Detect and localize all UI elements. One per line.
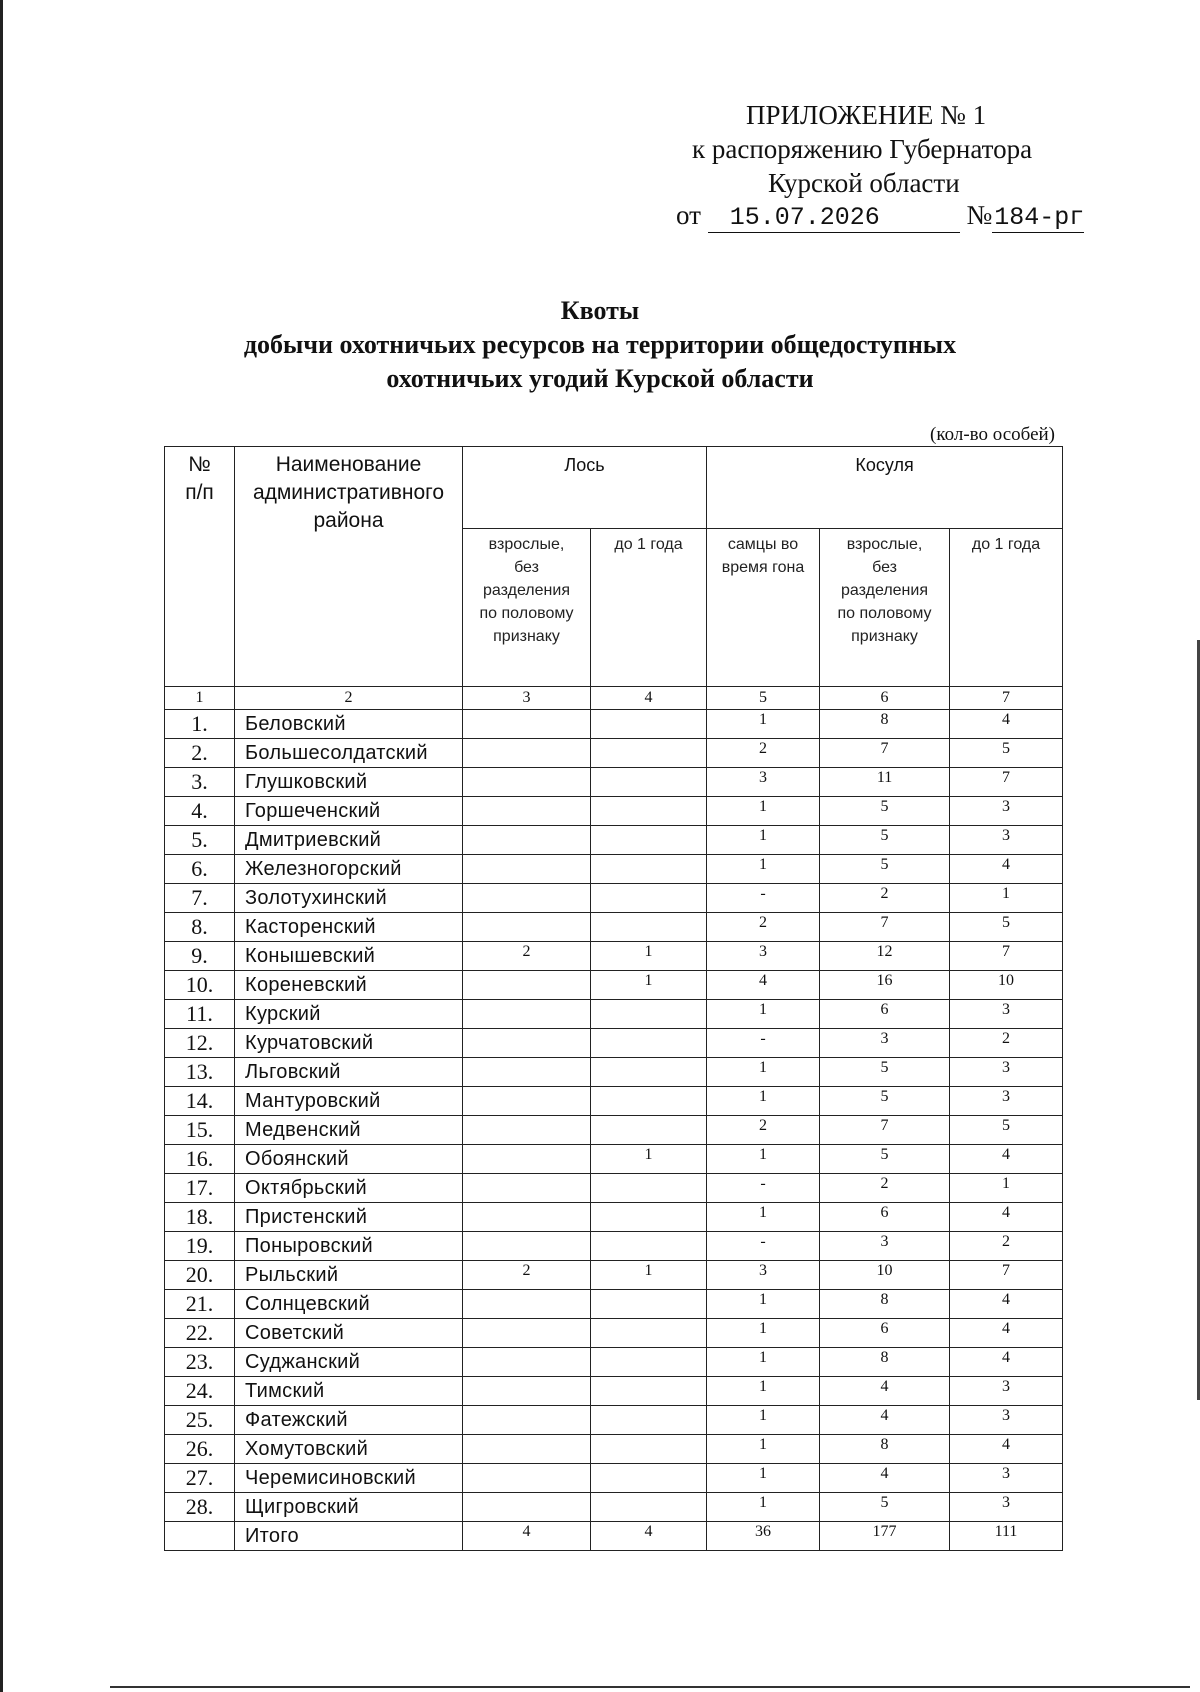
- cell-roe-adult: 7: [820, 1116, 950, 1145]
- cell-roe-adult: 10: [820, 1261, 950, 1290]
- cell-roe-adult: 8: [820, 1348, 950, 1377]
- cell-roe-adult: 6: [820, 1000, 950, 1029]
- cell-district-name: Рыльский: [235, 1261, 463, 1290]
- column-number-row: [165, 687, 1063, 710]
- appendix-title: ПРИЛОЖЕНИЕ № 1: [746, 100, 987, 130]
- cell-moose-adult: 4: [463, 1522, 591, 1551]
- cell-roe-males: 3: [707, 768, 820, 797]
- cell-moose-young: [591, 1435, 707, 1464]
- header-moose-adult: взрослые, без разделения по половому признаку: [463, 529, 591, 687]
- order-number: 184-рг: [994, 203, 1085, 232]
- cell-roe-males: 1: [707, 1000, 820, 1029]
- cell-roe-adult: 2: [820, 884, 950, 913]
- table-row: [165, 1261, 1063, 1290]
- cell-roe-young: 4: [950, 1348, 1063, 1377]
- cell-row-number: 7.: [165, 884, 235, 913]
- cell-moose-young: [591, 855, 707, 884]
- table-row: [165, 1029, 1063, 1058]
- cell-roe-adult: 2: [820, 1174, 950, 1203]
- cell-roe-adult: 177: [820, 1522, 950, 1551]
- cell-moose-adult: [463, 826, 591, 855]
- cell-district-name: Курчатовский: [235, 1029, 463, 1058]
- table-row: [165, 913, 1063, 942]
- cell-moose-adult: [463, 797, 591, 826]
- cell-row-number: 26.: [165, 1435, 235, 1464]
- table-row: [165, 971, 1063, 1000]
- table-row: [165, 1348, 1063, 1377]
- scan-edge-left: [0, 0, 3, 1692]
- cell-roe-males: -: [707, 1232, 820, 1261]
- cell-roe-males: 1: [707, 1087, 820, 1116]
- cell-roe-adult: 4: [820, 1377, 950, 1406]
- cell-roe-males: -: [707, 884, 820, 913]
- header-roe-young: до 1 года: [950, 529, 1063, 687]
- cell-district-name: Черемисиновский: [235, 1464, 463, 1493]
- column-number: 3: [463, 687, 591, 710]
- cell-moose-adult: [463, 1029, 591, 1058]
- cell-roe-adult: 5: [820, 1493, 950, 1522]
- date-prefix: от: [676, 200, 701, 230]
- cell-roe-males: 1: [707, 1435, 820, 1464]
- header-row-main: [165, 447, 1063, 529]
- cell-moose-young: [591, 1116, 707, 1145]
- cell-row-number: 5.: [165, 826, 235, 855]
- cell-district-name: Глушковский: [235, 768, 463, 797]
- doc-title: Квоты: [560, 296, 640, 325]
- cell-roe-adult: 8: [820, 710, 950, 739]
- cell-moose-adult: [463, 1290, 591, 1319]
- cell-roe-adult: 4: [820, 1406, 950, 1435]
- cell-moose-young: 4: [591, 1522, 707, 1551]
- cell-moose-young: [591, 1058, 707, 1087]
- cell-roe-males: 1: [707, 1058, 820, 1087]
- cell-roe-young: 5: [950, 1116, 1063, 1145]
- cell-roe-males: 1: [707, 1406, 820, 1435]
- cell-district-name: Поныровский: [235, 1232, 463, 1261]
- cell-moose-young: [591, 797, 707, 826]
- cell-roe-young: 5: [950, 913, 1063, 942]
- table-row: [165, 1290, 1063, 1319]
- table-row: [165, 768, 1063, 797]
- table-row: [165, 1435, 1063, 1464]
- cell-roe-males: 1: [707, 797, 820, 826]
- cell-moose-adult: [463, 710, 591, 739]
- table-row: [165, 1000, 1063, 1029]
- table-row: [165, 942, 1063, 971]
- cell-moose-adult: [463, 1464, 591, 1493]
- cell-district-name: Щигровский: [235, 1493, 463, 1522]
- cell-moose-adult: [463, 1058, 591, 1087]
- cell-moose-young: [591, 1232, 707, 1261]
- cell-moose-young: 1: [591, 1261, 707, 1290]
- cell-roe-young: 7: [950, 768, 1063, 797]
- cell-row-number: 21.: [165, 1290, 235, 1319]
- cell-district-name: Мантуровский: [235, 1087, 463, 1116]
- column-number: 2: [235, 687, 463, 710]
- cell-roe-young: 4: [950, 1290, 1063, 1319]
- cell-moose-young: [591, 913, 707, 942]
- cell-district-name: Курский: [235, 1000, 463, 1029]
- scan-edge-bottom: [110, 1686, 1190, 1688]
- cell-row-number: 2.: [165, 739, 235, 768]
- cell-moose-young: [591, 1493, 707, 1522]
- table-row: [165, 1087, 1063, 1116]
- cell-row-number: 27.: [165, 1464, 235, 1493]
- cell-moose-adult: [463, 1232, 591, 1261]
- cell-roe-young: 4: [950, 855, 1063, 884]
- cell-row-number: 22.: [165, 1319, 235, 1348]
- cell-roe-males: 2: [707, 913, 820, 942]
- cell-moose-young: [591, 1203, 707, 1232]
- cell-moose-adult: [463, 1377, 591, 1406]
- cell-moose-adult: [463, 1203, 591, 1232]
- column-number: 4: [591, 687, 707, 710]
- cell-district-name: Солнцевский: [235, 1290, 463, 1319]
- cell-roe-adult: 11: [820, 768, 950, 797]
- cell-district-name: Золотухинский: [235, 884, 463, 913]
- table-row: [165, 884, 1063, 913]
- cell-total-label: Итого: [235, 1522, 463, 1551]
- cell-roe-young: 3: [950, 1000, 1063, 1029]
- cell-district-name: Советский: [235, 1319, 463, 1348]
- cell-district-name: Беловский: [235, 710, 463, 739]
- cell-roe-young: 3: [950, 1406, 1063, 1435]
- header-roe-adult: взрослые, без разделения по половому признаку: [820, 529, 950, 687]
- table-row: [165, 855, 1063, 884]
- cell-roe-young: 4: [950, 710, 1063, 739]
- cell-roe-males: 1: [707, 1203, 820, 1232]
- header-roe-deer: Косуля: [707, 447, 1063, 529]
- cell-roe-young: 3: [950, 1493, 1063, 1522]
- table-row: [165, 1493, 1063, 1522]
- cell-moose-adult: [463, 739, 591, 768]
- cell-row-number: 24.: [165, 1377, 235, 1406]
- table-row: [165, 739, 1063, 768]
- cell-moose-adult: [463, 1116, 591, 1145]
- cell-moose-adult: [463, 1435, 591, 1464]
- cell-roe-adult: 4: [820, 1464, 950, 1493]
- cell-moose-young: [591, 1464, 707, 1493]
- cell-moose-adult: [463, 913, 591, 942]
- cell-roe-young: 2: [950, 1029, 1063, 1058]
- cell-row-number: 16.: [165, 1145, 235, 1174]
- cell-row-number: 6.: [165, 855, 235, 884]
- cell-moose-adult: [463, 971, 591, 1000]
- cell-district-name: Пристенский: [235, 1203, 463, 1232]
- cell-moose-adult: [463, 1174, 591, 1203]
- cell-roe-males: 1: [707, 1145, 820, 1174]
- cell-district-name: Тимский: [235, 1377, 463, 1406]
- table-row: [165, 1377, 1063, 1406]
- cell-moose-young: [591, 1319, 707, 1348]
- cell-district-name: Горшеченский: [235, 797, 463, 826]
- cell-moose-young: [591, 739, 707, 768]
- cell-district-name: Суджанский: [235, 1348, 463, 1377]
- header-moose: Лось: [463, 447, 707, 529]
- cell-roe-young: 3: [950, 826, 1063, 855]
- cell-moose-adult: [463, 855, 591, 884]
- cell-roe-adult: 12: [820, 942, 950, 971]
- cell-roe-males: 1: [707, 855, 820, 884]
- cell-moose-adult: [463, 1348, 591, 1377]
- cell-district-name: Конышевский: [235, 942, 463, 971]
- cell-district-name: Большесолдатский: [235, 739, 463, 768]
- table-row: [165, 797, 1063, 826]
- cell-district-name: Кореневский: [235, 971, 463, 1000]
- table-body: [165, 710, 1063, 1551]
- table-row: [165, 1406, 1063, 1435]
- cell-moose-adult: [463, 768, 591, 797]
- quota-table: [164, 446, 1063, 1551]
- cell-row-number: 17.: [165, 1174, 235, 1203]
- cell-district-name: Октябрьский: [235, 1174, 463, 1203]
- cell-row-number: 13.: [165, 1058, 235, 1087]
- cell-moose-adult: [463, 1145, 591, 1174]
- cell-moose-young: [591, 884, 707, 913]
- cell-roe-young: 3: [950, 1464, 1063, 1493]
- cell-moose-young: [591, 1348, 707, 1377]
- cell-roe-adult: 5: [820, 855, 950, 884]
- cell-row-number: 25.: [165, 1406, 235, 1435]
- cell-row-number: 19.: [165, 1232, 235, 1261]
- number-prefix: №: [966, 200, 993, 230]
- cell-roe-males: 36: [707, 1522, 820, 1551]
- cell-roe-males: 1: [707, 1348, 820, 1377]
- table-row: [165, 1058, 1063, 1087]
- cell-moose-adult: [463, 1493, 591, 1522]
- table-row: [165, 1145, 1063, 1174]
- cell-row-number: 11.: [165, 1000, 235, 1029]
- cell-roe-adult: 6: [820, 1319, 950, 1348]
- cell-row-number: 3.: [165, 768, 235, 797]
- cell-moose-young: [591, 1174, 707, 1203]
- cell-roe-males: 3: [707, 942, 820, 971]
- cell-roe-young: 111: [950, 1522, 1063, 1551]
- table-row: [165, 1319, 1063, 1348]
- cell-roe-young: 10: [950, 971, 1063, 1000]
- cell-moose-young: [591, 1087, 707, 1116]
- header-moose-young: до 1 года: [591, 529, 707, 687]
- cell-roe-young: 4: [950, 1319, 1063, 1348]
- cell-roe-adult: 16: [820, 971, 950, 1000]
- cell-moose-young: [591, 710, 707, 739]
- cell-district-name: Фатежский: [235, 1406, 463, 1435]
- doc-subtitle-line2: охотничьих угодий Курской области: [386, 364, 814, 393]
- cell-row-number: 15.: [165, 1116, 235, 1145]
- cell-roe-young: 7: [950, 942, 1063, 971]
- cell-roe-males: 1: [707, 1493, 820, 1522]
- cell-row-number: 9.: [165, 942, 235, 971]
- cell-roe-adult: 5: [820, 797, 950, 826]
- cell-row-number: 1.: [165, 710, 235, 739]
- cell-roe-young: 2: [950, 1232, 1063, 1261]
- cell-roe-young: 4: [950, 1435, 1063, 1464]
- cell-roe-adult: 7: [820, 739, 950, 768]
- column-number: 1: [165, 687, 235, 710]
- cell-moose-young: [591, 826, 707, 855]
- table-row: [165, 1174, 1063, 1203]
- cell-roe-young: 3: [950, 1087, 1063, 1116]
- column-number: 6: [820, 687, 950, 710]
- order-date: 15.07.2026: [708, 203, 960, 233]
- table-total-row: [165, 1522, 1063, 1551]
- cell-moose-young: [591, 768, 707, 797]
- cell-row-number: 12.: [165, 1029, 235, 1058]
- cell-moose-young: [591, 1406, 707, 1435]
- cell-moose-young: 1: [591, 1145, 707, 1174]
- cell-roe-adult: 8: [820, 1435, 950, 1464]
- cell-roe-males: 1: [707, 826, 820, 855]
- cell-roe-males: -: [707, 1029, 820, 1058]
- cell-moose-young: [591, 1000, 707, 1029]
- cell-roe-males: 1: [707, 710, 820, 739]
- table-row: [165, 1232, 1063, 1261]
- cell-moose-young: 1: [591, 971, 707, 1000]
- cell-row-number: 20.: [165, 1261, 235, 1290]
- cell-roe-young: 1: [950, 884, 1063, 913]
- header-roe-males: самцы во время гона: [707, 529, 820, 687]
- cell-roe-males: 1: [707, 1319, 820, 1348]
- cell-roe-adult: 7: [820, 913, 950, 942]
- cell-roe-young: 4: [950, 1203, 1063, 1232]
- appendix-region-line: Курской области: [768, 168, 960, 198]
- cell-row-number: 18.: [165, 1203, 235, 1232]
- cell-district-name: Железногорский: [235, 855, 463, 884]
- cell-roe-males: 1: [707, 1290, 820, 1319]
- cell-moose-adult: [463, 884, 591, 913]
- appendix-order-line: к распоряжению Губернатора: [692, 134, 1033, 164]
- units-note: (кол-во особей): [930, 424, 1055, 445]
- cell-moose-young: [591, 1377, 707, 1406]
- cell-district-name: Дмитриевский: [235, 826, 463, 855]
- header-no: № п/п: [165, 447, 235, 687]
- cell-district-name: Льговский: [235, 1058, 463, 1087]
- table-row: [165, 710, 1063, 739]
- cell-moose-adult: [463, 1406, 591, 1435]
- cell-row-number: 28.: [165, 1493, 235, 1522]
- cell-moose-adult: 2: [463, 942, 591, 971]
- cell-moose-adult: [463, 1087, 591, 1116]
- cell-roe-adult: 5: [820, 826, 950, 855]
- doc-subtitle-line1: добычи охотничьих ресурсов на территории общедоступных: [243, 330, 957, 359]
- table-row: [165, 1116, 1063, 1145]
- cell-roe-males: 2: [707, 739, 820, 768]
- cell-roe-adult: 8: [820, 1290, 950, 1319]
- cell-roe-young: 5: [950, 739, 1063, 768]
- cell-moose-adult: 2: [463, 1261, 591, 1290]
- cell-roe-adult: 5: [820, 1145, 950, 1174]
- cell-district-name: Касторенский: [235, 913, 463, 942]
- cell-row-number: 4.: [165, 797, 235, 826]
- table-row: [165, 826, 1063, 855]
- cell-row-number: 23.: [165, 1348, 235, 1377]
- cell-moose-adult: [463, 1319, 591, 1348]
- cell-roe-young: 3: [950, 797, 1063, 826]
- cell-roe-males: 4: [707, 971, 820, 1000]
- cell-roe-males: 1: [707, 1464, 820, 1493]
- cell-moose-adult: [463, 1000, 591, 1029]
- cell-row-number: 10.: [165, 971, 235, 1000]
- cell-roe-males: 1: [707, 1377, 820, 1406]
- cell-roe-adult: 3: [820, 1232, 950, 1261]
- cell-roe-adult: 6: [820, 1203, 950, 1232]
- table-row: [165, 1464, 1063, 1493]
- cell-row-number: [165, 1522, 235, 1551]
- cell-roe-males: 3: [707, 1261, 820, 1290]
- cell-roe-young: 3: [950, 1377, 1063, 1406]
- appendix-date-row: [676, 200, 1084, 233]
- cell-roe-young: 7: [950, 1261, 1063, 1290]
- cell-district-name: Обоянский: [235, 1145, 463, 1174]
- cell-roe-adult: 5: [820, 1058, 950, 1087]
- cell-district-name: Медвенский: [235, 1116, 463, 1145]
- cell-roe-males: -: [707, 1174, 820, 1203]
- cell-district-name: Хомутовский: [235, 1435, 463, 1464]
- cell-moose-young: [591, 1029, 707, 1058]
- column-number: 5: [707, 687, 820, 710]
- cell-row-number: 14.: [165, 1087, 235, 1116]
- cell-moose-young: 1: [591, 942, 707, 971]
- cell-roe-young: 3: [950, 1058, 1063, 1087]
- cell-roe-young: 4: [950, 1145, 1063, 1174]
- table-row: [165, 1203, 1063, 1232]
- cell-roe-adult: 5: [820, 1087, 950, 1116]
- header-district: Наименование административного района: [235, 447, 463, 687]
- cell-roe-young: 1: [950, 1174, 1063, 1203]
- column-number: 7: [950, 687, 1063, 710]
- cell-roe-adult: 3: [820, 1029, 950, 1058]
- cell-row-number: 8.: [165, 913, 235, 942]
- cell-moose-young: [591, 1290, 707, 1319]
- cell-roe-males: 2: [707, 1116, 820, 1145]
